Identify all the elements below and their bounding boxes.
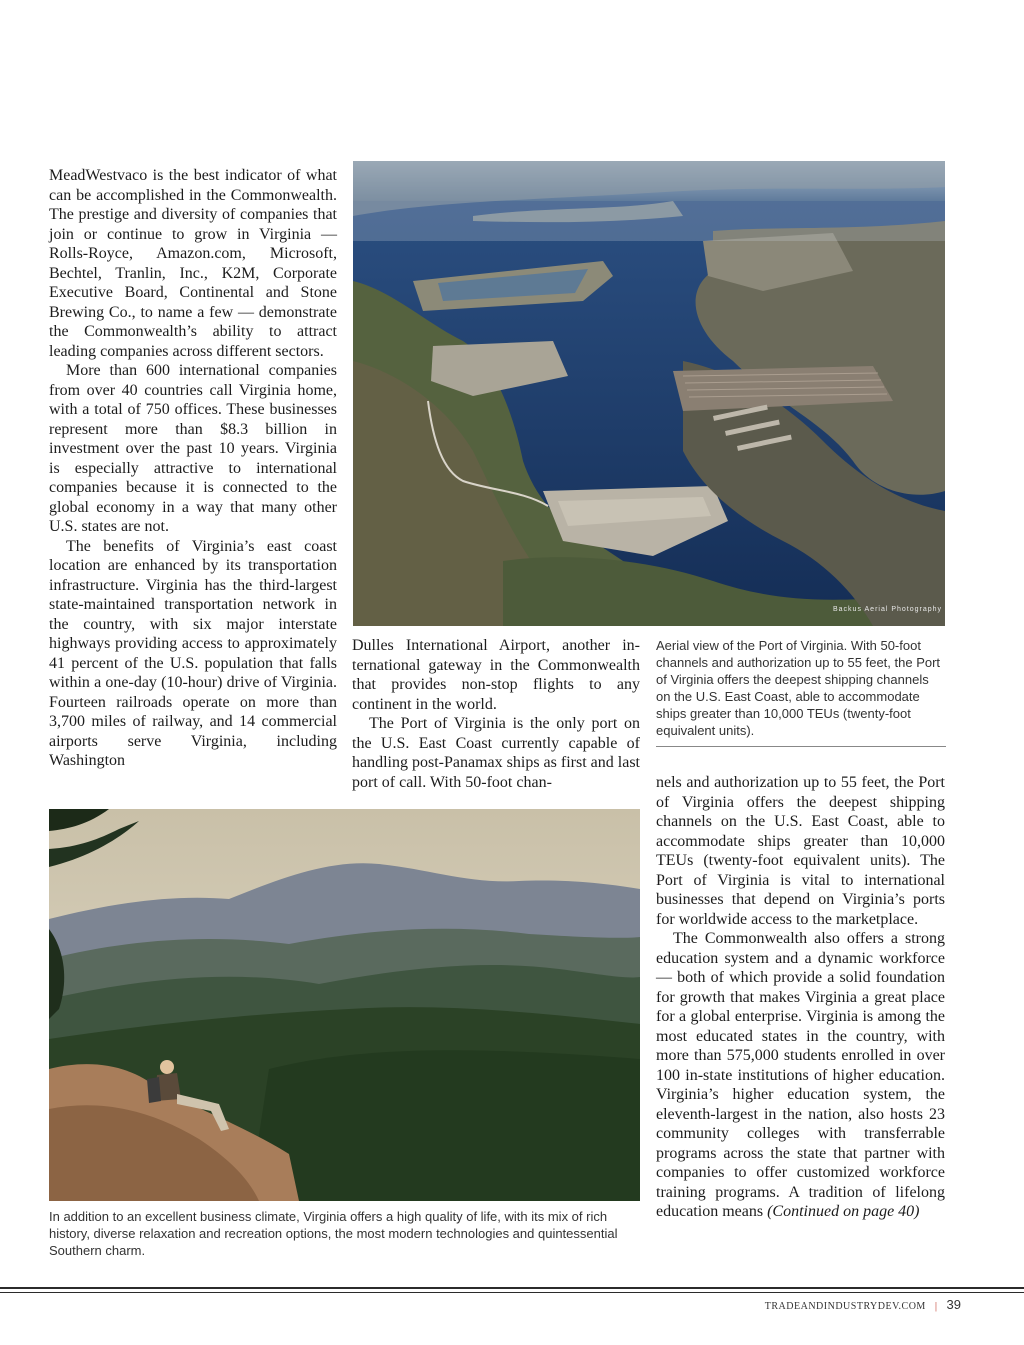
- page-footer: [765, 1297, 961, 1312]
- mountain-photo-caption: In addition to an excellent business climate, Virginia offers a high quality of life, with its mix of rich history, diverse relaxation and recreation options, the most modern technologies and quintessential Southern charm.: [49, 1209, 618, 1258]
- photo-credit: Backus Aerial Photography: [833, 606, 943, 613]
- page-number: 39: [946, 1297, 961, 1312]
- port-aerial-illustration: [353, 161, 945, 626]
- mountain-landscape-photo: [49, 809, 640, 1201]
- middle-column-text: [352, 636, 640, 792]
- paragraph: Dulles International Airport, another international gateway in the Commonwealth that provides non-stop flights to any continent in the world.: [352, 637, 640, 713]
- paragraph: The benefits of Virginia’s east coast location are enhanced by its transportation infrastructure. Virginia has the third-largest state-maintained transportation network in the country, with six major interstate highways providing access to approximately 41 percent of the U.S. population that falls within a one-day (10-hour) drive of Virginia. Fourteen railroads operate on more than 3,700 miles of railway, and 14 commercial airports serve Virginia, including Washington: [49, 537, 337, 769]
- paragraph-text: The Commonwealth also offers a strong education system and a dynamic workforce — both of which provide a solid foundation for growth that makes Virginia a great place for a global enterprise. Virginia is among the most educated states in the country, with more than 575,000 students enrolled in over 100 in-state institutions of higher education. Virginia’s higher education system, the eleventh-largest in the nation, also hosts 23 community colleges with transferrable programs across the state that partner with companies to offer customized workforce training programs. A tradition of lifelong education means: [656, 930, 945, 1220]
- footer-rule: [0, 1287, 1024, 1289]
- footer-site: TRADEANDINDUSTRYDEV.COM: [764, 1301, 926, 1312]
- paragraph: nels and authorization up to 55 feet, the Port of Virginia offers the deepest shipping channels on the U.S. East Coast, able to accommodate ships greater than 10,000 TEUs (twenty-foot equivalent units). The Port of Virginia is vital to international businesses that depend on Virginia’s ports for worldwide access to the marketplace.: [656, 774, 945, 928]
- paragraph: [656, 929, 945, 1222]
- paragraph: More than 600 international companies from over 40 countries call Virginia home, with a total of 750 offices. These businesses represent more than $8.3 billion in investment over the past 10 years. Virginia is especially attractive to international companies because it is connected to the global economy in a way that many other U.S. states are not.: [49, 362, 337, 535]
- port-aerial-photo: [353, 161, 945, 626]
- right-column-text: [656, 773, 945, 1222]
- left-column-text: [49, 166, 337, 771]
- footer-separator: |: [934, 1300, 938, 1312]
- mountain-landscape-illustration: [49, 809, 640, 1201]
- port-photo-caption: Aerial view of the Port of Virginia. With 50-foot channels and authorization up to 55 feet, the Port of Virginia offers the deepest shipping channels on the U.S. East Coast, able to accommodate ships greater than 10,000 TEUs (twenty-foot equivalent units).: [656, 638, 941, 738]
- paragraph: The Port of Virginia is the only port on the U.S. East Coast currently capable of handling post-Panamax ships as first and last port of call. With 50-foot chan-: [352, 715, 640, 791]
- continued-note: (Continued on page 40): [767, 1203, 920, 1220]
- caption-divider: [656, 746, 946, 747]
- footer-rule: [0, 1292, 1024, 1293]
- paragraph: MeadWestvaco is the best indicator of what can be accomplished in the Commonwealth. The prestige and diversity of companies that join or continue to grow in Virginia — Rolls-Royce, Amazon.com, Microsoft, Bechtel, Tranlin, Inc., K2M, Corporate Executive Board, Continental and Stone Brewing Co., to name a few — demonstrate the Commonwealth’s ability to attract leading companies across different sectors.: [49, 167, 337, 360]
